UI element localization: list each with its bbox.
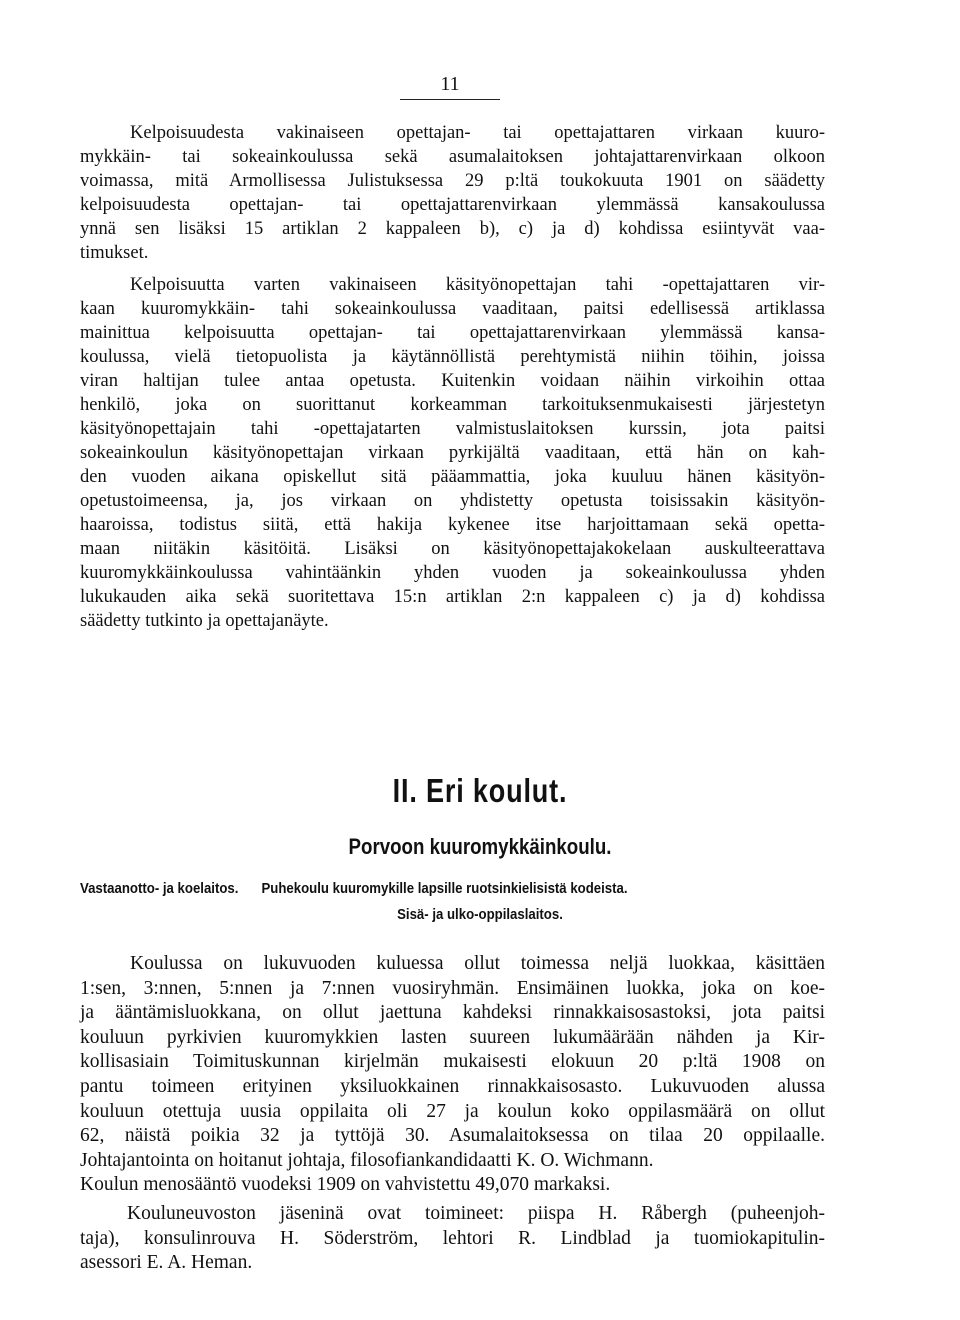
text-line: 1:sen, 3:nnen, 5:nnen ja 7:nnen vuosiryhmän. Ensimäinen luokka, joka on koe- [80,977,825,999]
school-type-description: Puhekoulu kuuromykille lapsille ruotsinkielisistä kodeista. [261,880,628,897]
text-line: asessori E. A. Heman. [80,1252,253,1274]
text-line: sokeainkoulun käsityönopettajan virkaan pyrkijältä vaaditaan, että hän on kah- [80,443,825,463]
text-line: ynnä sen lisäksi 15 artiklan 2 kappaleen b), c) ja d) kohdissa esiintyvät vaa- [80,219,825,239]
paragraph-qualification-craft-teachers [80,273,825,633]
text-line: viran haltijan tulee antaa opetusta. Kuitenkin voidaan näihin virkoihin ottaa [80,371,825,391]
text-line: ja ääntämisluokkana, on ollut jaettuna kahdeksi rinnakkaisosastoksi, jota paitsi [80,1002,825,1024]
text-line: kelpoisuudesta opettajan- tai opettajattarenvirkaan ylemmässä kansakoulussa [80,195,825,215]
text-line: kollisasiain Toimituskunnan kirjelmän mukaisesti elokuun 20 p:ltä 1908 on [80,1051,825,1073]
page-number: 11 [400,72,500,100]
text-line: kouluun otettuja uusia oppilaita oli 27 ja koulun koko oppilasmäärä on ollut [80,1100,825,1122]
text-line: taja), konsulinrouva H. Söderström, lehtori R. Lindblad ja tuomiokapitulin- [80,1227,825,1249]
text-line: kaan kuuromykkäin- tahi sokeainkoulussa vaaditaan, paitsi edellisessä artiklassa [80,299,825,319]
text-line: kouluun pyrkivien kuuromykkien lasten suureen lukumäärään nähden ja Kir- [80,1026,825,1048]
paragraph-qualification-teachers [80,121,825,265]
text-line: pantu toimeen erityinen yksiluokkainen rinnakkaisosasto. Lukuvuoden alussa [80,1075,825,1097]
school-type-line [80,880,736,897]
text-line: opetustoimeensa, ja, jos virkaan on yhdistetty opetusta toisissakin käsityön- [80,491,825,511]
text-line: Kouluneuvoston jäseninä ovat toimineet: piispa H. Råbergh (puheenjoh- [127,1203,825,1224]
text-line: maan niitäkin käsitöitä. Lisäksi on käsityönopettajakokelaan auskulteerattava [80,539,825,559]
text-line: koulussa, vielä tietopuolista ja käytännöllistä perehtymistä niihin töihin, joissa [80,347,825,367]
text-line: den vuoden aikana opiskellut sitä pääammattia, joka kuuluu hänen käsityön- [80,467,825,487]
text-line: Koulussa on lukuvuoden kuluessa ollut toimessa neljä luokkaa, käsittäen [130,953,825,974]
text-line: henkilö, joka on suorittanut korkeamman tarkoituksenmukaisesti järjestetyn [80,395,825,415]
text-line: haaroissa, todistus siitä, että hakija kykenee itse harjoittamaan sekä opetta- [80,515,825,535]
paragraph-school-board [80,1202,825,1276]
text-line: Kelpoisuudesta vakinaiseen opettajan- tai opettajattaren virkaan kuuro- [130,123,825,143]
school-type-label: Vastaanotto- ja koelaitos. [80,880,239,897]
school-heading: Porvoon kuuromykkäinkoulu. [348,834,612,859]
text-line: mykkäin- tai sokeainkoulussa sekä asumalaitoksen johtajattarenvirkaan olkoon [80,147,825,167]
section-heading: II. Eri koulut. [392,772,568,809]
text-line: Kelpoisuutta varten vakinaiseen käsityönopettajan tahi -opettajattaren vir- [130,275,825,295]
text-line: timukset. [80,243,149,263]
text-line: mainittua kelpoisuutta opettajan- tai opettajattarenvirkaan ylemmässä kansa- [80,323,825,343]
text-line: 62, näistä poikia 32 ja tyttöjä 30. Asumalaitoksessa on tilaa 20 oppilaalle. [80,1125,825,1147]
text-line: käsityönopettajain tahi -opettajatarten valmistuslaitoksen kurssin, jota paitsi [80,419,825,439]
paragraph-school-report [80,952,825,1198]
text-line: säädetty tutkinto ja opettajanäyte. [80,611,329,631]
school-subtype: Sisä- ja ulko-oppilaslaitos. [397,906,563,923]
text-line: Johtajantointa on hoitanut johtaja, filosofiankandidaatti K. O. Wichmann. [80,1149,654,1171]
text-line: voimassa, mitä Armollisessa Julistuksessa 29 p:ltä toukokuuta 1901 on säädetty [80,171,825,191]
text-line: lukukauden aika sekä suoritettava 15:n artiklan 2:n kappaleen c) ja d) kohdissa [80,587,825,607]
text-line: kuuromykkäinkoulussa vahintäänkin yhden vuoden ja sokeainkoulussa yhden [80,563,825,583]
text-line: Koulun menosääntö vuodeksi 1909 on vahvistettu 49,070 markaksi. [80,1174,611,1196]
